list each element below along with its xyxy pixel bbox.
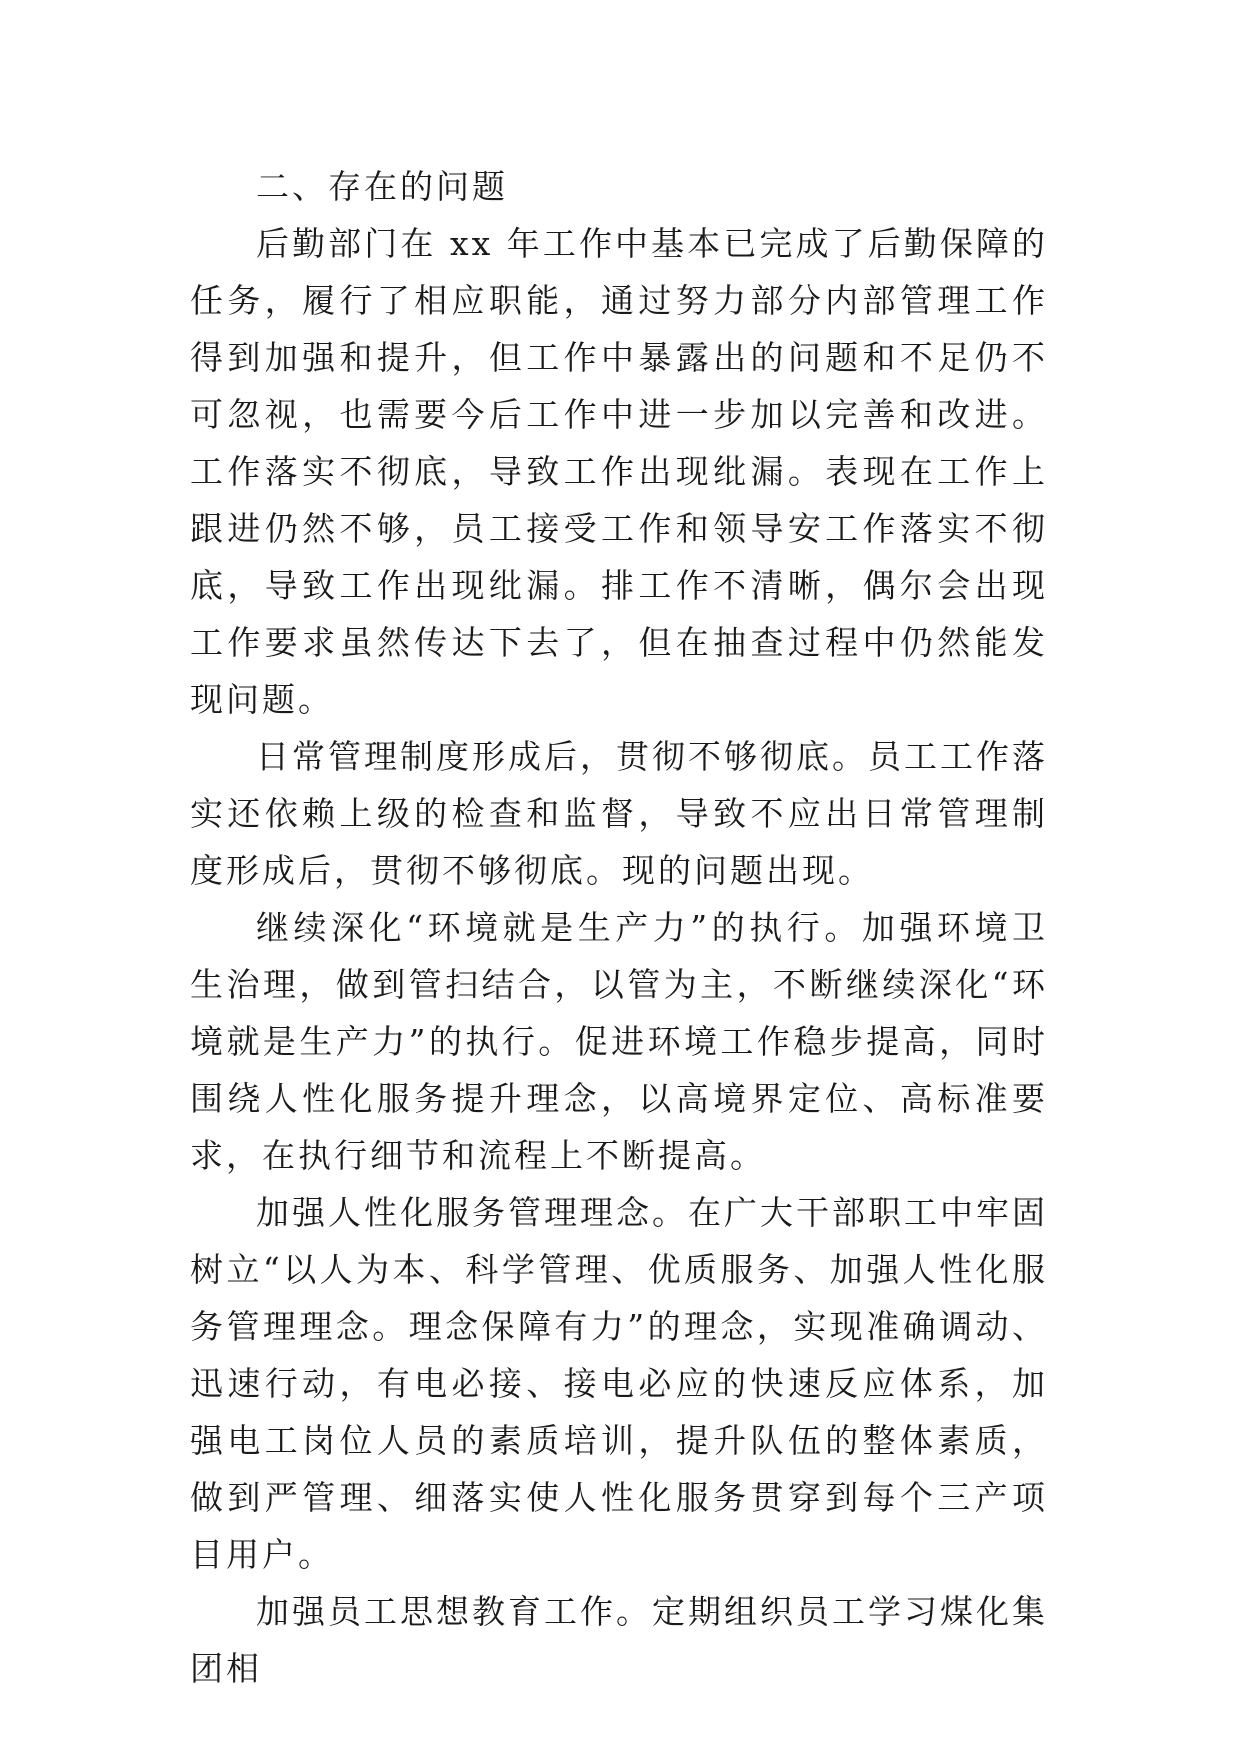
- document-body: [190, 158, 1048, 1697]
- paragraph-logistics-summary: 后勤部门在 xx 年工作中基本已完成了后勤保障的任务，履行了相应职能，通过努力部分内部管理工作得到加强和提升，但工作中暴露出的问题和不足仍不可忽视，也需要今后工作中进一步加以完善和改进。工作落实不彻底，导致工作出现纰漏。表现在工作上跟进仍然不够，员工接受工作和领导安工作落实不彻底，导致工作出现纰漏。排工作不清晰，偶尔会出现工作要求虽然传达下去了，但在抽查过程中仍然能发现问题。: [190, 224, 1048, 719]
- paragraph-humanized-service: 加强人性化服务管理理念。在广大干部职工中牢固树立“以人为本、科学管理、优质服务、加强人性化服务管理理念。理念保障有力”的理念，实现准确调动、迅速行动，有电必接、接电必应的快速反应体系，加强电工岗位人员的素质培训，提升队伍的整体素质，做到严管理、细落实使人性化服务贯穿到每个三产项目用户。: [190, 1193, 1048, 1574]
- paragraph-environment: 继续深化“环境就是生产力”的执行。加强环境卫生治理，做到管扫结合，以管为主，不断继续深化“环境就是生产力”的执行。促进环境工作稳步提高，同时围绕人性化服务提升理念，以高境界定位、高标准要求，在执行细节和流程上不断提高。: [190, 908, 1048, 1175]
- section-heading: 二、存在的问题: [256, 167, 508, 206]
- paragraph-staff-education: 加强员工思想教育工作。定期组织员工学习煤化集团相: [190, 1592, 1048, 1688]
- paragraph-management-system: 日常管理制度形成后，贯彻不够彻底。员工工作落实还依赖上级的检查和监督，导致不应出日常管理制度形成后，贯彻不够彻底。现的问题出现。: [190, 737, 1048, 890]
